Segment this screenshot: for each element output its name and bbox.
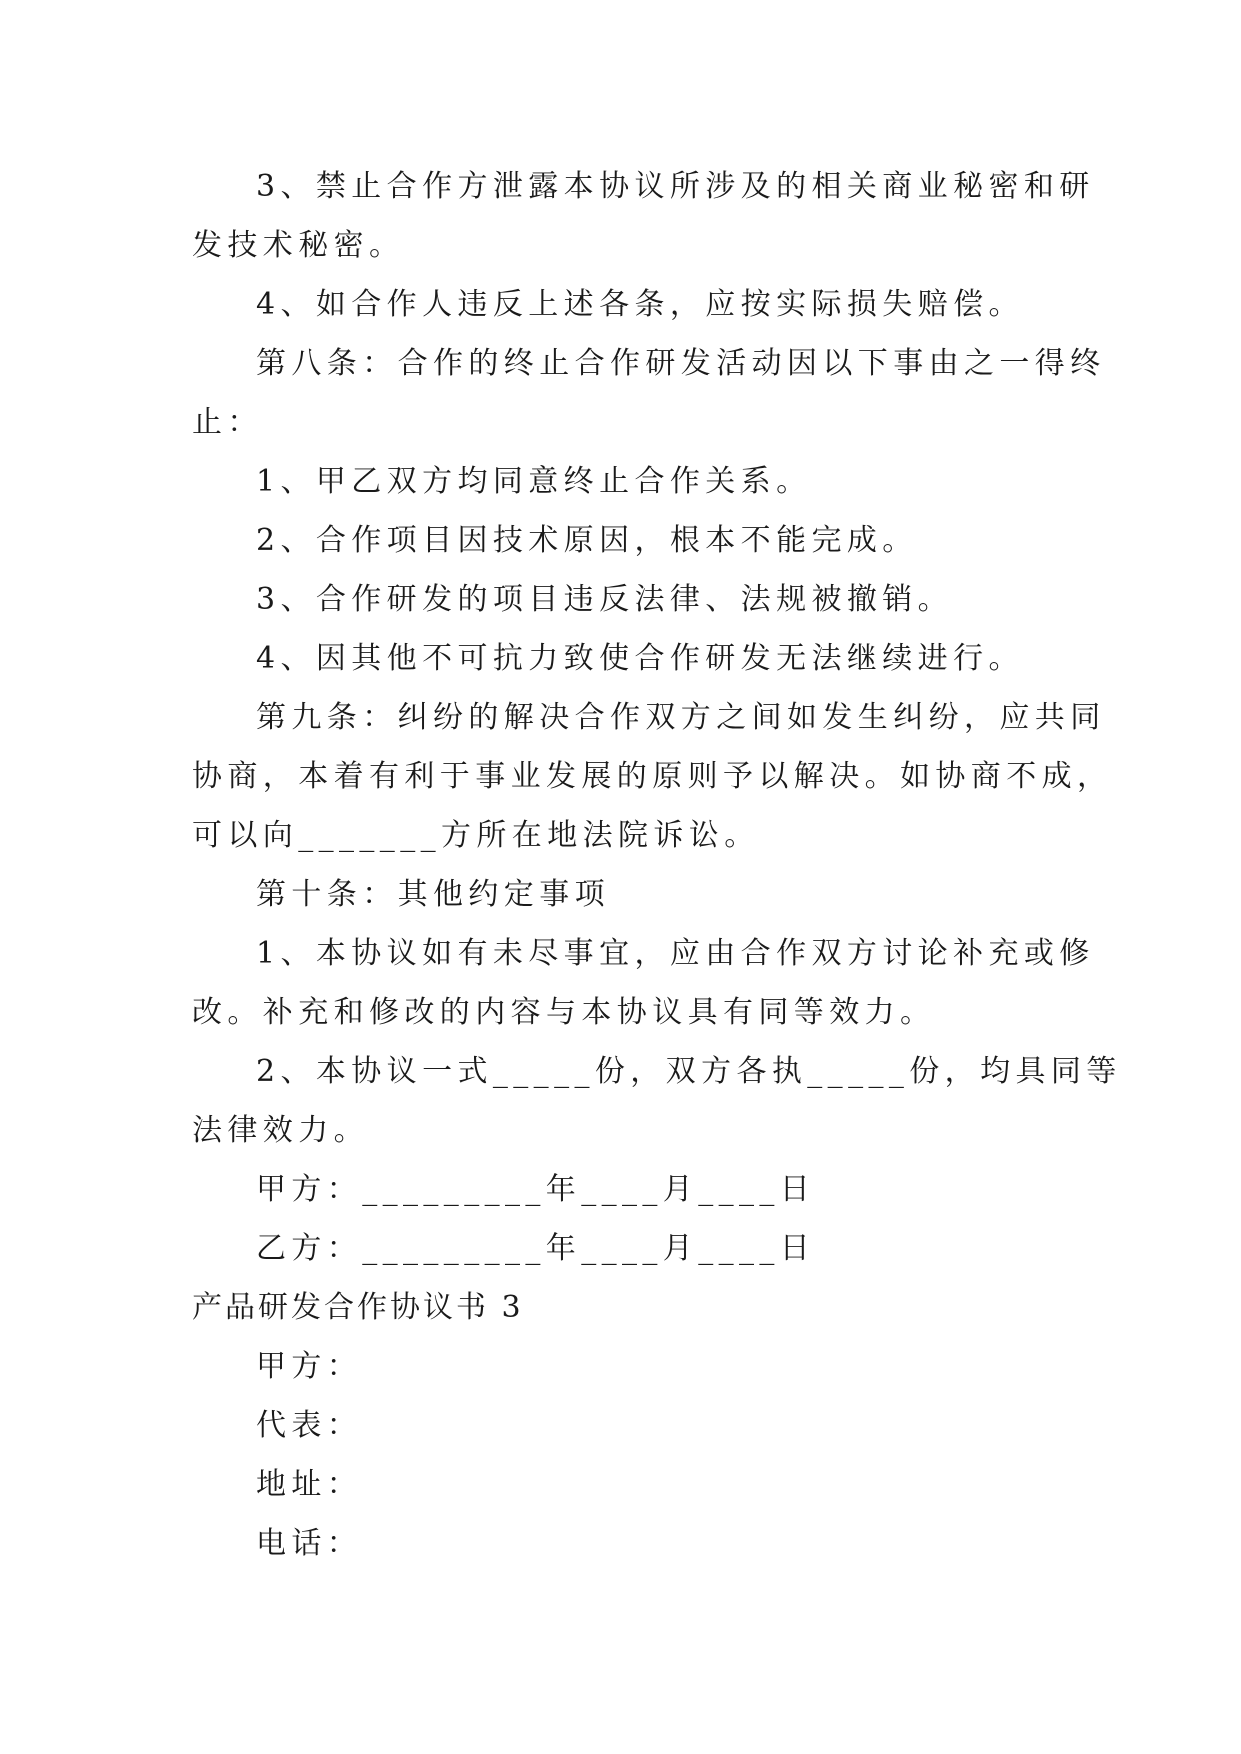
clause-8-item-2: 2、合作项目因技术原因，根本不能完成。 <box>256 523 918 558</box>
clause-8-heading-line-2: 止： <box>192 405 263 440</box>
clause-7-item-3-line-1: 3、禁止合作方泄露本协议所涉及的相关商业秘密和研 <box>256 169 1095 204</box>
party-a-signature-date: 甲方：_________年____月____日 <box>256 1172 816 1207</box>
clause-10-item-1-line-1: 1、本协议如有未尽事宜，应由合作双方讨论补充或修 <box>256 936 1095 971</box>
clause-9-line-2: 协商，本着有利于事业发展的原则予以解决。如协商不成， <box>192 759 1113 794</box>
clause-10-item-2-line-1: 2、本协议一式_____份，双方各执_____份，均具同等 <box>256 1054 1122 1089</box>
clause-8-heading-line-1: 第八条：合作的终止合作研发活动因以下事由之一得终 <box>256 346 1106 381</box>
clause-10-heading: 第十条：其他约定事项 <box>256 877 610 912</box>
clause-8-item-4: 4、因其他不可抗力致使合作研发无法继续进行。 <box>256 641 1024 676</box>
clause-9-line-1: 第九条：纠纷的解决合作双方之间如发生纠纷，应共同 <box>256 700 1106 735</box>
representative-label: 代表： <box>256 1408 363 1443</box>
party-a-label: 甲方： <box>256 1349 363 1384</box>
agreement-3-title: 产品研发合作协议书 3 <box>192 1290 524 1325</box>
phone-label: 电话： <box>256 1526 363 1561</box>
clause-8-item-1: 1、甲乙双方均同意终止合作关系。 <box>256 464 812 499</box>
clause-10-item-1-line-2: 改。补充和修改的内容与本协议具有同等效力。 <box>192 995 936 1030</box>
document-body <box>192 157 1122 1573</box>
address-label: 地址： <box>256 1467 363 1502</box>
clause-7-item-4: 4、如合作人违反上述各条，应按实际损失赔偿。 <box>256 287 1024 322</box>
clause-8-item-3: 3、合作研发的项目违反法律、法规被撤销。 <box>256 582 954 617</box>
clause-9-line-3: 可以向_______方所在地法院诉讼。 <box>192 818 760 853</box>
party-b-signature-date: 乙方：_________年____月____日 <box>256 1231 816 1266</box>
clause-10-item-2-line-2: 法律效力。 <box>192 1113 369 1148</box>
clause-7-item-3-line-2: 发技术秘密。 <box>192 228 405 263</box>
